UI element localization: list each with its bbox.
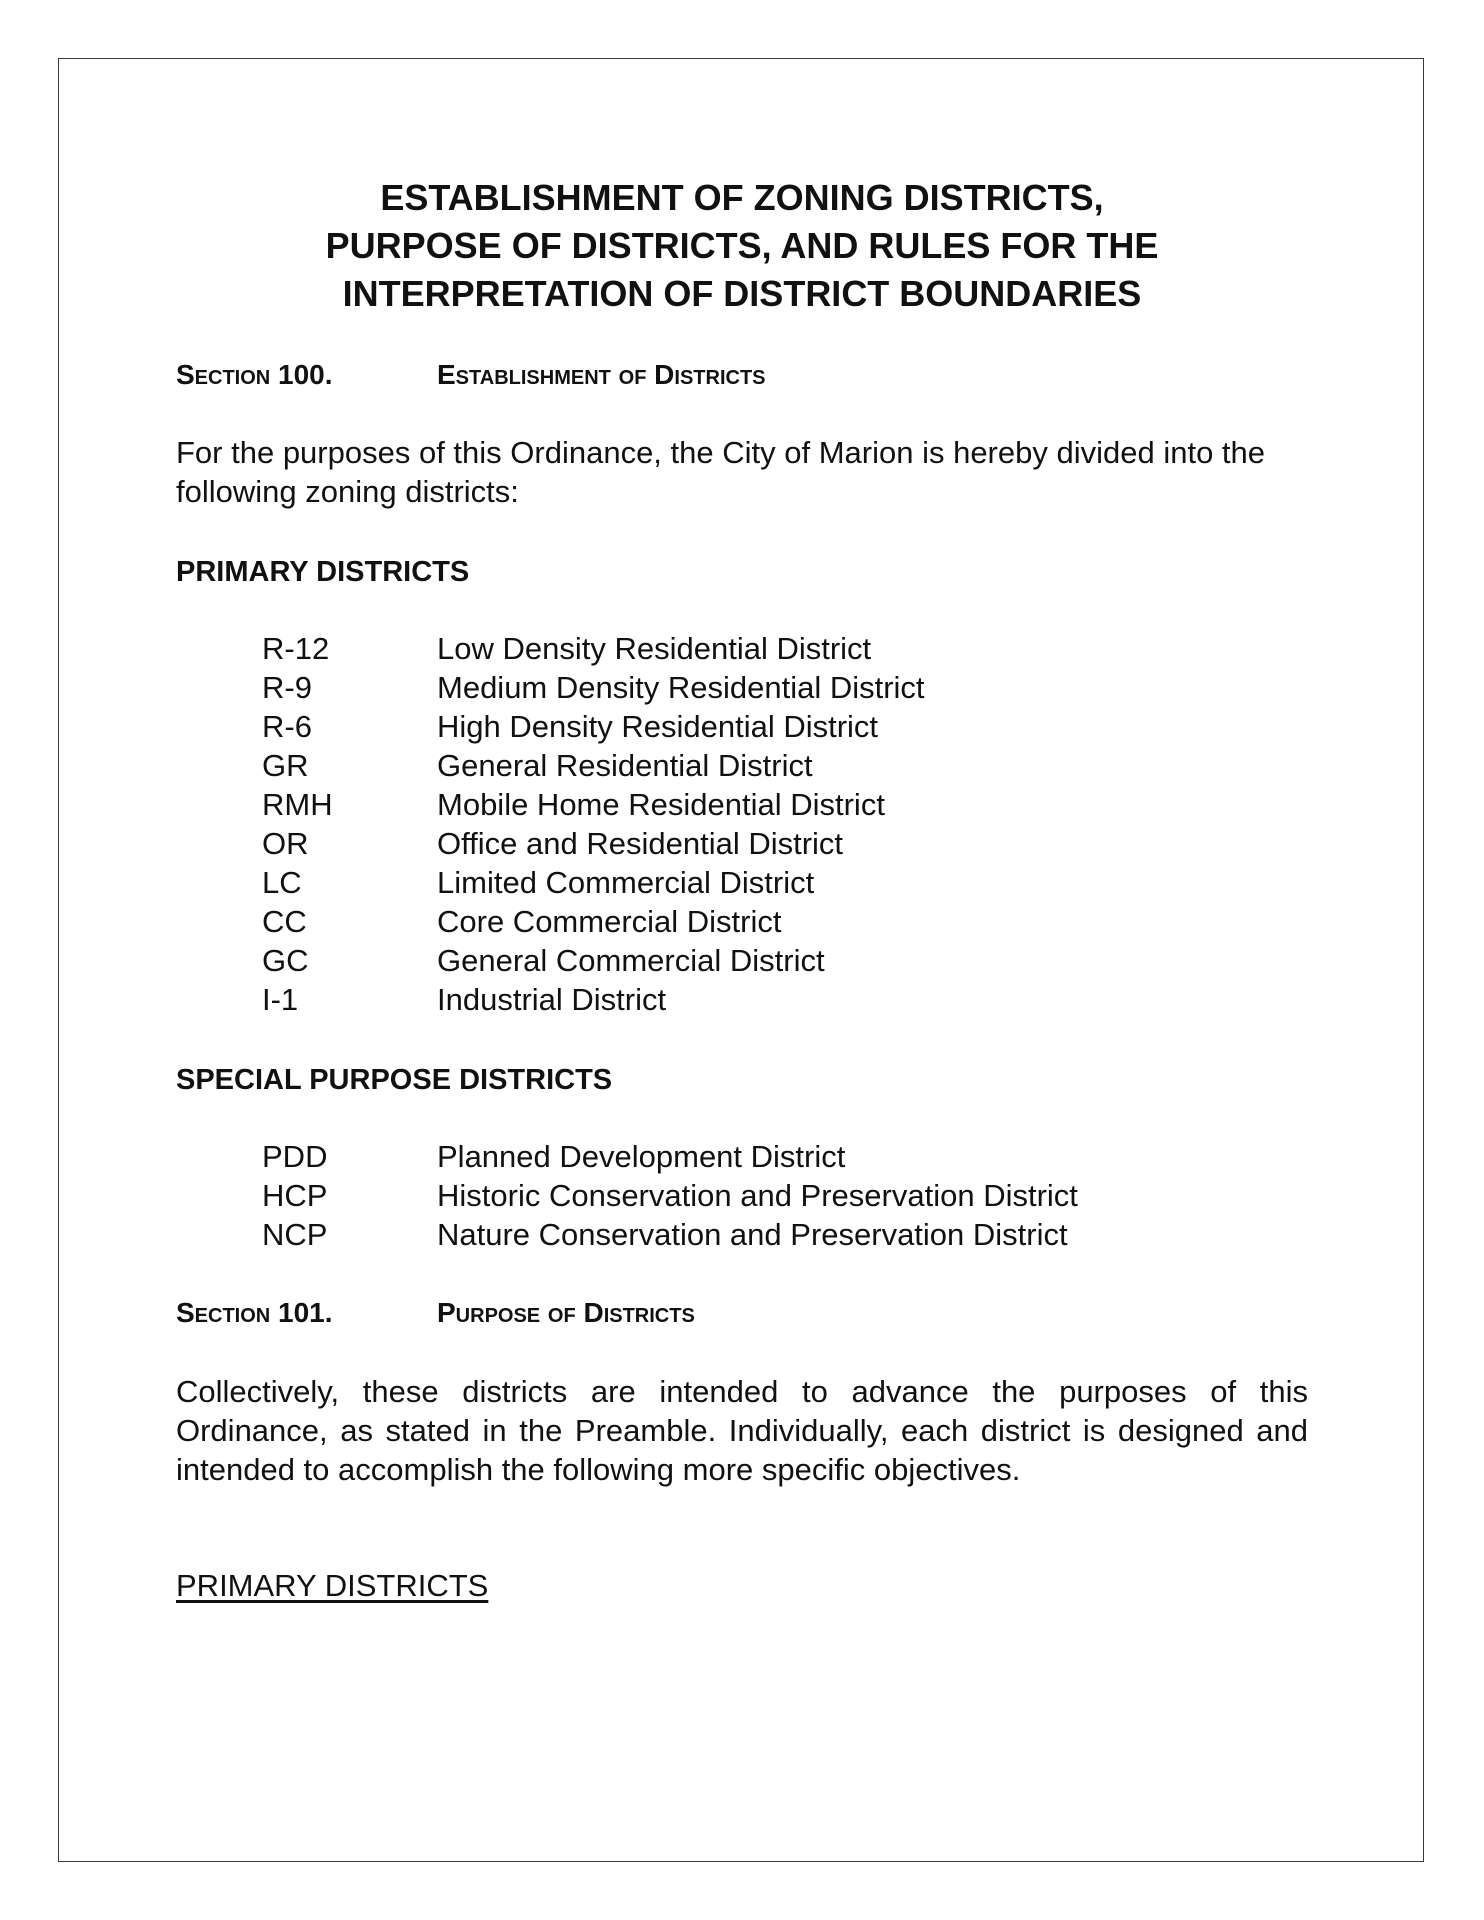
section-101-heading: Purpose of Districts <box>437 1297 695 1328</box>
district-code: CC <box>262 904 307 939</box>
district-name: Historic Conservation and Preservation District <box>437 1178 1078 1213</box>
section-100-intro: For the purposes of this Ordinance, the City of Marion is hereby divided into the following zoning districts: <box>176 435 1266 509</box>
district-name: Office and Residential District <box>437 826 844 861</box>
special-districts-heading: SPECIAL PURPOSE DISTRICTS <box>176 1064 613 1096</box>
primary-districts-underlined-heading: PRIMARY DISTRICTS <box>176 1568 489 1603</box>
district-code: HCP <box>262 1178 328 1213</box>
section-101-body: Collectively, these districts are intended to advance the purposes of this Ordinance, as stated in the Preamble. Individually, each district is designed and intended to accomplish the following more specific objectives. <box>176 1374 1308 1487</box>
district-code: GC <box>262 943 309 978</box>
district-code: R-6 <box>262 709 312 744</box>
district-name: Industrial District <box>437 982 667 1017</box>
title-line-3: INTERPRETATION OF DISTRICT BOUNDARIES <box>342 273 1142 314</box>
district-name: General Residential District <box>437 748 813 783</box>
district-name: Nature Conservation and Preservation District <box>437 1217 1068 1252</box>
district-name: Medium Density Residential District <box>437 670 925 705</box>
district-name: Limited Commercial District <box>437 865 815 900</box>
district-name: Mobile Home Residential District <box>437 787 885 822</box>
district-code: GR <box>262 748 309 783</box>
document-title <box>176 174 1308 318</box>
district-code: PDD <box>262 1139 328 1174</box>
title-line-2: PURPOSE OF DISTRICTS, AND RULES FOR THE <box>325 225 1159 266</box>
district-code: R-9 <box>262 670 312 705</box>
district-name: Low Density Residential District <box>437 631 872 666</box>
district-name: General Commercial District <box>437 943 825 978</box>
district-code: RMH <box>262 787 333 822</box>
district-code: NCP <box>262 1217 328 1252</box>
district-name: High Density Residential District <box>437 709 879 744</box>
section-101-number: Section 101. <box>176 1297 333 1328</box>
district-code: OR <box>262 826 309 861</box>
district-name: Planned Development District <box>437 1139 846 1174</box>
title-line-1: ESTABLISHMENT OF ZONING DISTRICTS, <box>380 177 1104 218</box>
section-100-number: Section 100. <box>176 359 333 390</box>
section-100-heading: Establishment of Districts <box>437 359 766 390</box>
district-code: R-12 <box>262 631 330 666</box>
primary-districts-heading: PRIMARY DISTRICTS <box>176 556 470 588</box>
district-code: I-1 <box>262 982 299 1017</box>
district-name: Core Commercial District <box>437 904 782 939</box>
district-code: LC <box>262 865 302 900</box>
